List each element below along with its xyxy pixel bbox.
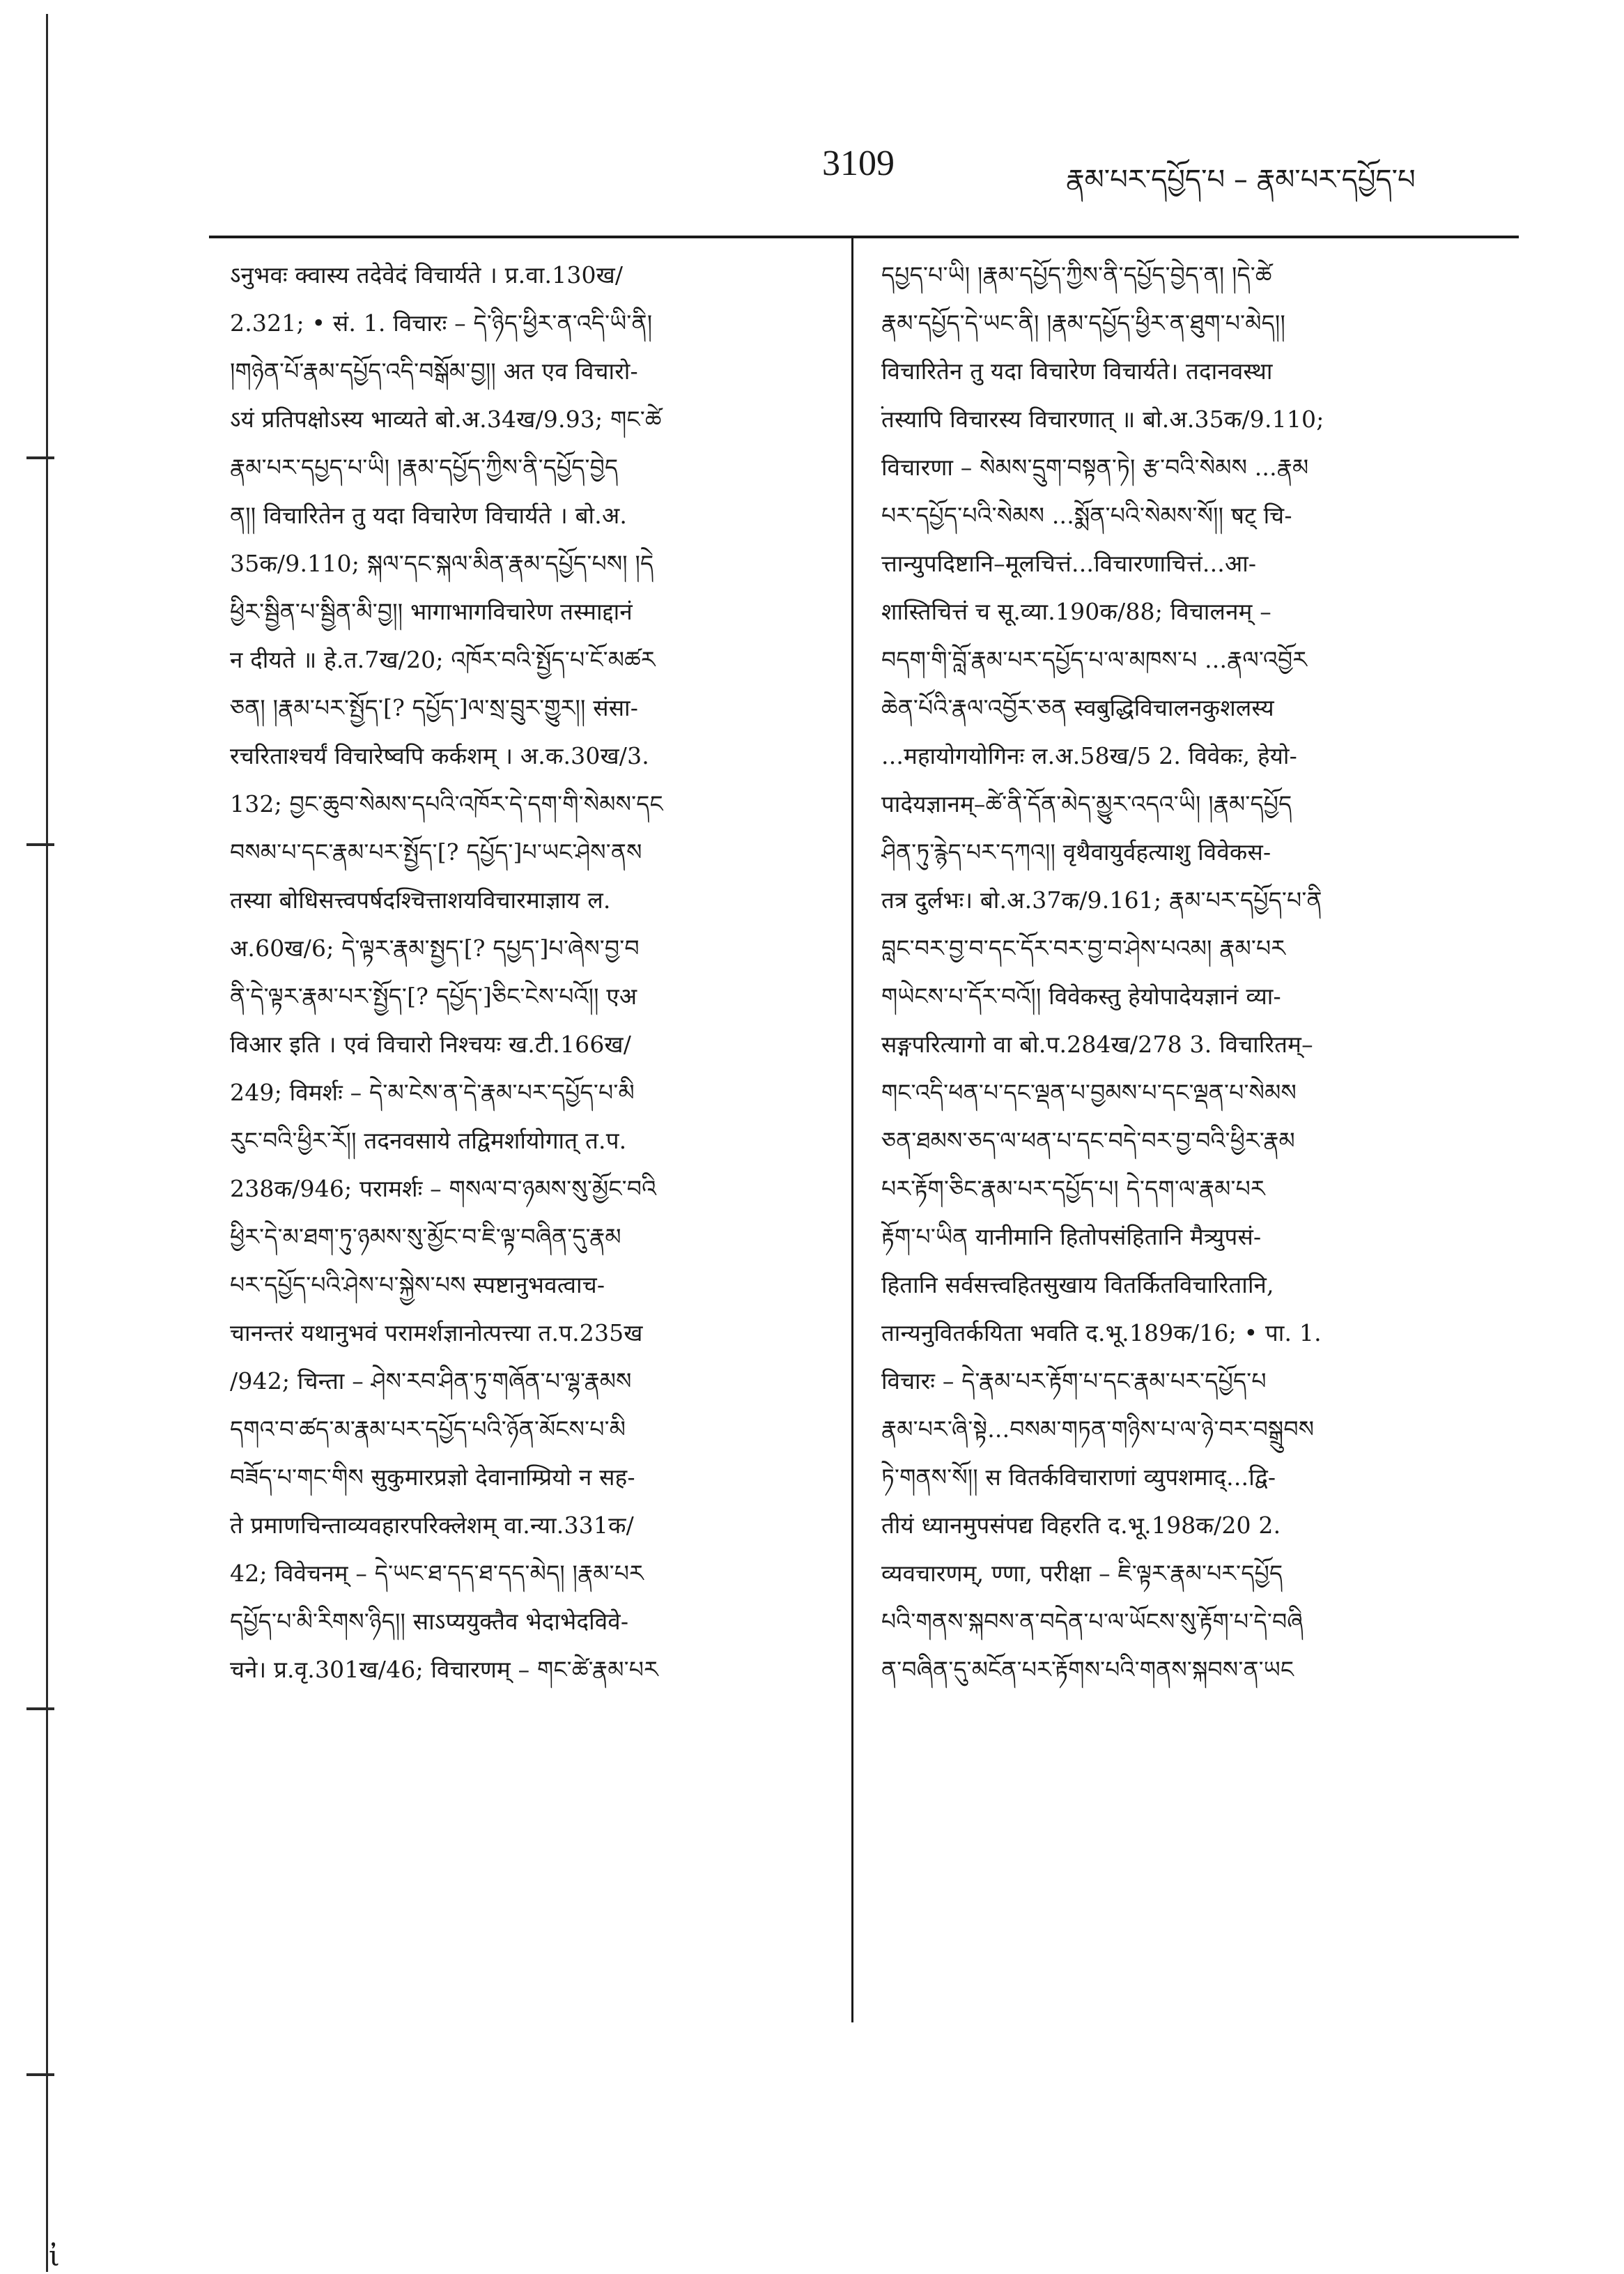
text-line: བཟོད་པ་གང་གིས सुकुमारप्रज्ञो देवानाम्प्रियो न सह- [230, 1463, 635, 1491]
text-line: ན།། विचारितेन तु यदा विचारेण विचार्यते । बो.अ. [230, 502, 628, 529]
text-line: ཤིན་ཏུ་རྙེད་པར་དཀའ།། वृथैवायुर्वहत्याशु विवेकस- [881, 838, 1271, 866]
text-line: ते प्रमाणचिन्ताव्यवहारपरिक्लेशम् वा.न्या.331क/ [230, 1512, 634, 1539]
text-line: པར་དཔྱོད་པའི་ཤེས་པ་སྐྱེས་པས स्पष्टानुभवत्वाच- [230, 1271, 605, 1298]
text-line: तस्यापि विचारस्य विचारणात् ॥ बो.अ.35क/9.110; [881, 406, 1324, 433]
text-line: पादेयज्ञानम्–ཚེ་ནི་དོན་མེད་མྱུར་འདའ་ཡི། །རྣམ་དཔྱོད [881, 790, 1292, 817]
margin-tick [26, 456, 54, 459]
text-line: རུང་བའི་ཕྱིར་རོ།། तदनवसाये तद्विमर्शायोगात् त.प. [230, 1127, 627, 1154]
margin-scan-line [46, 14, 48, 2272]
text-line: ཕྱིར་དེ་མ་ཐག་ཏུ་ཉམས་སུ་མྱོང་བ་ཇི་ལྟ་བཞིན་དུ་རྣམ [230, 1223, 621, 1250]
text-line: चानन्तरं यथानुभवं परामर्शज्ञानोत्पत्त्या त.प.235ख [230, 1319, 643, 1346]
text-line: དཔྱོད་པ་མི་རིགས་ཉིད།། साऽप्ययुक्तैव भेदाभेदविवे- [230, 1608, 629, 1635]
text-line: པའི་གནས་སྐབས་ན་བདེན་པ་ལ་ཡོངས་སུ་རྟོག་པ་དེ་བཞི [881, 1608, 1304, 1635]
right-column [881, 251, 1480, 1693]
margin-tick [26, 2073, 54, 2076]
text-line: अ.60ख/6; དེ་ལྟར་རྣམ་སྤྱད་[? དཔྱད་]པ་ཞེས་བྱ་བ [230, 935, 640, 962]
text-line: རྣམ་པར་དཔྱད་པ་ཡི། །རྣམ་དཔྱོད་ཀྱིས་ནི་དཔྱོད་བྱེད [230, 454, 619, 481]
text-line: 42; विवेचनम् – དེ་ཡང་ཐ་དད་ཐ་དད་མེད། །རྣམ་པར [230, 1560, 644, 1587]
text-line: རྟོག་པ་ཡིན यानीमानि हितोपसंहितानि मैत्र्युपसं- [881, 1223, 1262, 1250]
text-line: सङ्गपरित्यागो वा बो.प.284ख/278 3. विचारितम्– [881, 1031, 1313, 1058]
stray-dot: . [879, 390, 886, 413]
page-number: 3109 [822, 144, 895, 183]
text-line: ཕྱིར་སྦྱིན་པ་སྦྱིན་མི་བྱ།། भागाभागविचारेण तस्माद्दानं [230, 598, 633, 625]
text-line: རྣམ་དཔྱོད་དེ་ཡང་ནི། །རྣམ་དཔྱོད་ཕྱིར་ན་ཐུག་པ་མེད།། [881, 309, 1285, 337]
text-line: विआर इति । एवं विचारो निश्चयः ख.टी.166ख/ [230, 1031, 632, 1058]
text-line: ན་བཞིན་དུ་མངོན་པར་རྟོགས་པའི་གནས་སྐབས་ན་ཡང [881, 1656, 1294, 1683]
text-line: བསམ་པ་དང་རྣམ་པར་སྤྱོད་[? དཔྱོད་]པ་ཡང་ཤེས་ནས [230, 838, 642, 866]
text-line: ऽयं प्रतिपक्षोऽस्य भाव्यते बो.अ.34ख/9.93; གང་ཚེ [230, 406, 662, 433]
text-line: 35क/9.110; སྐལ་དང་སྐལ་མིན་རྣམ་དཔྱོད་པས། །དེ [230, 550, 654, 577]
text-line: 2.321; • सं. 1. विचारः – དེ་ཉིད་ཕྱིར་ན་འདི་ཡི་ནི། [230, 309, 653, 337]
text-line: 238क/946; परामर्शः – གསལ་བ་ཉམས་སུ་མྱོང་བའི [230, 1175, 657, 1202]
margin-tick [26, 1707, 54, 1710]
text-line: रचरिताश्चर्यं विचारेष्वपि कर्कशम् । अ.क.30ख/3. [230, 742, 649, 769]
text-line: ཏེ་གནས་སོ།། स वितर्कविचाराणां व्युपशमाद्...द्वि- [881, 1463, 1276, 1491]
text-line: རྣམ་པར་ཞི་སྟེ...བསམ་གཏན་གཉིས་པ་ལ་ཉེ་བར་བསྒྲུབས [881, 1415, 1315, 1443]
column-divider [851, 238, 853, 2022]
text-line: तीयं ध्यानमुपसंपद्य विहरति द.भू.198क/20 2. [881, 1512, 1281, 1539]
text-line: शास्तिचित्तं च सू.व्या.190क/88; विचालनम् – [881, 598, 1271, 625]
text-line: 249; विमर्शः – དེ་མ་ངེས་ན་དེ་རྣམ་པར་དཔྱོད་པ་མི [230, 1079, 635, 1106]
text-line: तत्र दुर्लभः। बो.अ.37क/9.161; རྣམ་པར་དཔྱོད་པ་ནི [881, 886, 1322, 914]
text-line: विचारितेन तु यदा विचारेण विचार्यते। तदानवस्था [881, 358, 1273, 385]
text-line: हितानि सर्वसत्त्वहितसुखाय वितर्कितविचारितानि, [881, 1271, 1274, 1298]
text-line: བདག་གི་བློ་རྣམ་པར་དཔྱོད་པ་ལ་མཁས་པ ...རྣལ་འབྱོར [881, 646, 1308, 673]
text-line: ऽनुभवः क्वास्य तदेवेदं विचार्यते । प्र.वा.130ख/ [230, 261, 624, 289]
text-line: །གཉེན་པོ་རྣམ་དཔྱོད་འདི་བསྒོམ་བྱ།། अत एव विचारो- [230, 358, 638, 385]
text-line: པར་དཔྱོད་པའི་སེམས ...སྨོན་པའི་སེམས་སོ།། षट् चि- [881, 502, 1292, 529]
text-line: तान्यनुवितर्कयिता भवति द.भू.189क/16; • पा. 1. [881, 1319, 1322, 1346]
text-line: त्तान्युपदिष्टानि–मूलचित्तं...विचारणाचित्तं...आ- [881, 550, 1257, 577]
margin-mark-i: ἰ [49, 2241, 60, 2273]
text-line: विचारः – དེ་རྣམ་པར་རྟོག་པ་དང་རྣམ་པར་དཔྱོད་པ [881, 1367, 1267, 1395]
text-line: པར་རྟོག་ཅིང་རྣམ་པར་དཔྱོད་པ། དེ་དག་ལ་རྣམ་པར [881, 1175, 1265, 1202]
text-line: གཡེངས་པ་དོར་བའོ།། विवेकस्तु हेयोपादेयज्ञानं व्या- [881, 983, 1281, 1010]
margin-tick [26, 843, 54, 846]
text-line: ཅན་ཐམས་ཅད་ལ་ཕན་པ་དང་བདེ་བར་བྱ་བའི་ཕྱིར་རྣམ [881, 1127, 1295, 1154]
text-line: གང་འདི་ཕན་པ་དང་ལྡན་པ་བྱམས་པ་དང་ལྡན་པ་སེམས [881, 1079, 1297, 1106]
running-head: རྣམ་པར་དཔྱོད་པ – རྣམ་པར་དཔྱོད་པ [1066, 164, 1416, 196]
text-line: न दीयते ॥ हे.त.7ख/20; འཁོར་བའི་སྤྱོད་པ་ངོ་མཚར [230, 646, 656, 673]
left-column [230, 251, 829, 1693]
text-line: 132; བྱང་ཆུབ་སེམས་དཔའི་འཁོར་དེ་དག་གི་སེམས་དང [230, 790, 663, 817]
text-line: ནི་དེ་ལྟར་རྣམ་པར་སྤྱོད་[? དཔྱོད་]ཅིང་ངེས་པའོ།། एअ [230, 983, 637, 1010]
header-rule [209, 236, 1519, 238]
text-line: /942; चिन्ता – ཤེས་རབ་ཤིན་ཏུ་གཞོན་པ་ལྷ་རྣམས [230, 1367, 632, 1395]
text-line: तस्या बोधिसत्त्वपर्षदश्चित्ताशयविचारमाज्ञाय ल. [230, 886, 611, 914]
text-line: ཆེན་པོའི་རྣལ་འབྱོར་ཅན स्वबुद्धिविचालनकुशलस्य [881, 694, 1274, 721]
text-line: ཅན། །རྣམ་པར་སྤྱོད་[? དཔྱོད་]ལ་སྲ་བྲུར་གྱུར།། संसा- [230, 694, 639, 721]
text-line: व्यवचारणम्, ण्णा, परीक्षा – ཇི་ལྟར་རྣམ་པར་དཔྱོད [881, 1560, 1283, 1587]
text-line: ...महायोगयोगिनः ल.अ.58ख/5 2. विवेकः, हेयो- [881, 742, 1297, 769]
text-line: བླང་བར་བྱ་བ་དང་དོར་བར་བྱ་བ་ཤེས་པའམ། རྣམ་པར [881, 935, 1286, 962]
text-line: विचारणा – སེམས་དྲུག་བསྟན་ཏེ། རྩ་བའི་སེམས ...རྣམ [881, 454, 1309, 481]
text-line: དགའ་བ་ཚད་མ་རྣམ་པར་དཔྱོད་པའི་ཉོན་མོངས་པ་མི [230, 1415, 626, 1443]
text-line: चने। प्र.वृ.301ख/46; विचारणम् – གང་ཚེ་རྣམ་པར [230, 1656, 658, 1683]
text-line: དཔྱད་པ་ཡི། །རྣམ་དཔྱོད་ཀྱིས་ནི་དཔྱོད་བྱེད་ན། །དེ་ཚེ [881, 261, 1272, 289]
